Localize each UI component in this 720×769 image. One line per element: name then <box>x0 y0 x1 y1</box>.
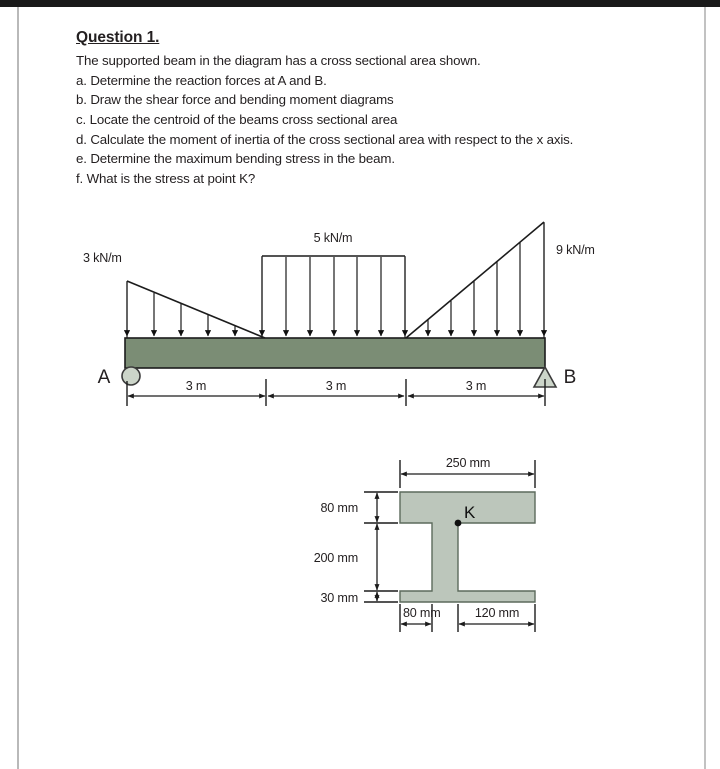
beam-body <box>125 338 545 368</box>
span-1-label: 3 m <box>185 379 207 393</box>
right-load-label: 9 kN/m <box>556 243 595 257</box>
web-height-label: 200 mm <box>313 551 358 565</box>
question-part-f: f. What is the stress at point K? <box>76 170 256 186</box>
dimension-vertical-stack <box>314 492 398 605</box>
span-dimensions <box>127 379 545 406</box>
question-intro: The supported beam in the diagram has a cross sectional area shown. <box>76 53 481 69</box>
question-part-e: e. Determine the maximum bending stress in the beam. <box>76 151 395 167</box>
top-width-label: 250 mm <box>445 456 491 470</box>
span-3-label: 3 m <box>465 379 487 393</box>
question-part-d: d. Calculate the moment of inertia of the cross sectional area with respect to the x axis. <box>76 131 574 147</box>
load-uniform <box>262 231 405 338</box>
point-k-label: K <box>464 503 476 522</box>
cross-section-diagram <box>0 436 720 651</box>
dimension-top-width <box>400 456 535 488</box>
question-part-a: a. Determine the reaction forces at A and B. <box>76 72 327 88</box>
span-2-label: 3 m <box>325 379 347 393</box>
top-flange-thickness-label: 80 mm <box>320 501 358 515</box>
scan-top-bar <box>0 0 720 7</box>
question-block <box>76 28 666 188</box>
support-a-pin <box>122 367 140 385</box>
load-left-triangular <box>83 251 265 338</box>
point-k-marker <box>455 520 462 527</box>
left-load-label: 3 kN/m <box>83 251 122 265</box>
right-offset-label: 120 mm <box>474 606 520 620</box>
bottom-flange-thickness-label: 30 mm <box>320 591 358 605</box>
question-title: Question 1. <box>76 29 160 46</box>
uniform-load-label: 5 kN/m <box>313 231 353 245</box>
dimension-bottom-offsets <box>400 604 535 632</box>
question-part-b: b. Draw the shear force and bending moment diagrams <box>76 92 394 108</box>
load-right-triangular <box>406 222 595 338</box>
question-part-c: c. Locate the centroid of the beams cross sectional area <box>76 111 398 127</box>
left-offset-label: 80 mm <box>403 606 441 620</box>
beam-loading-diagram <box>0 196 720 426</box>
support-b-label: B <box>563 367 577 388</box>
support-a-label: A <box>97 367 111 388</box>
